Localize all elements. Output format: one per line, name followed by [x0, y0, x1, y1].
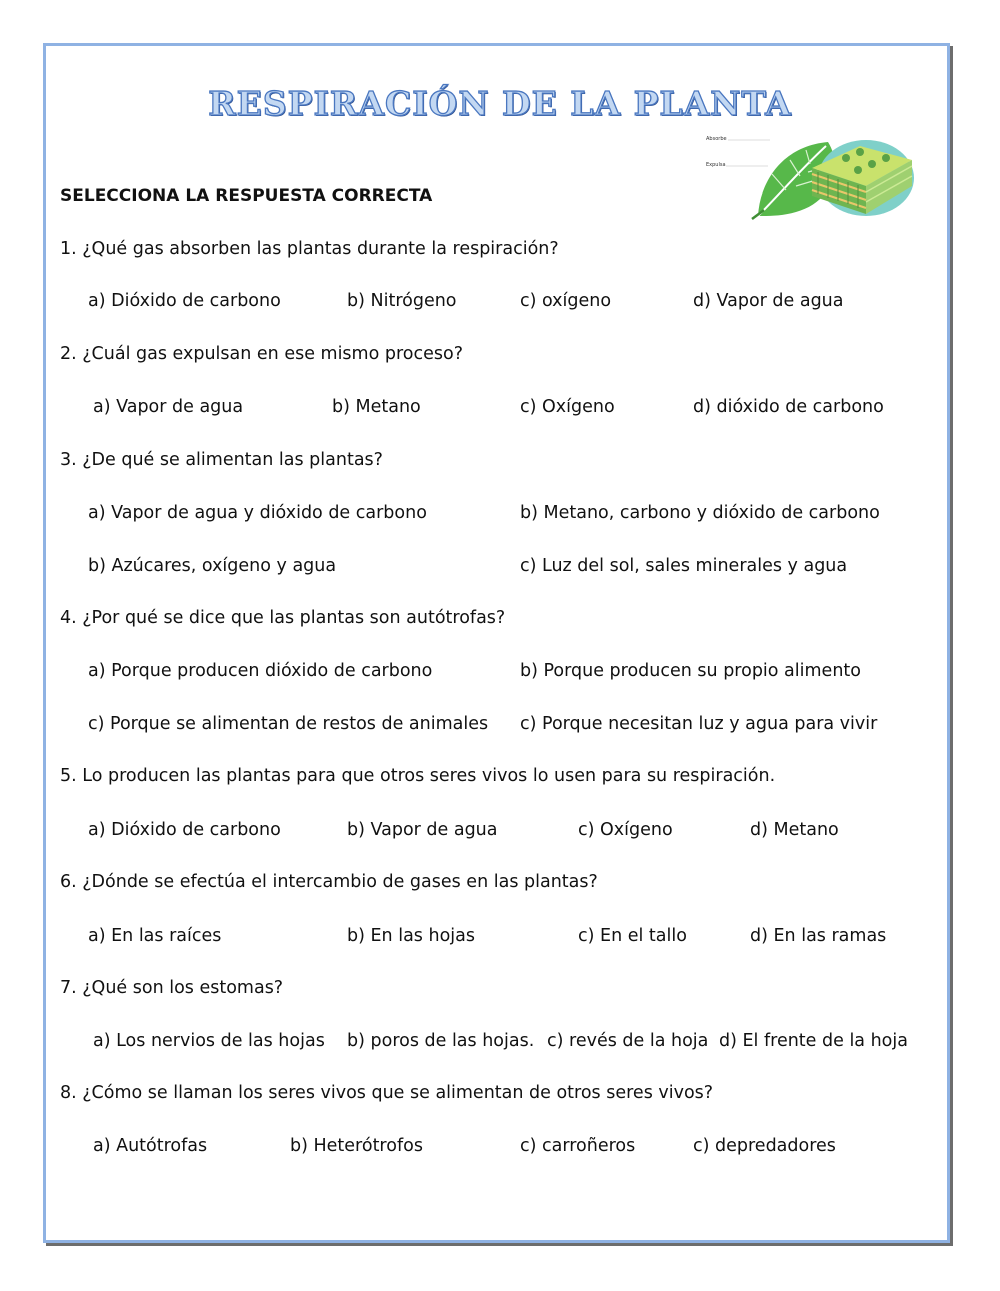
q5-option-c[interactable]: c) Oxígeno [578, 820, 673, 840]
question-6: 6. ¿Dónde se efectúa el intercambio de gases en las plantas? [60, 872, 598, 892]
instructions-heading: SELECCIONA LA RESPUESTA CORRECTA [60, 186, 433, 206]
q3-option-a[interactable]: a) Vapor de agua y dióxido de carbono [88, 503, 427, 523]
illustration-label-absorbe: Absorbe [706, 136, 727, 142]
q5-option-d[interactable]: d) Metano [750, 820, 839, 840]
q6-option-b[interactable]: b) En las hojas [347, 926, 475, 946]
q7-option-a[interactable]: a) Los nervios de las hojas [93, 1031, 325, 1051]
q5-option-a[interactable]: a) Dióxido de carbono [88, 820, 281, 840]
q7-option-d[interactable]: d) El frente de la hoja [719, 1031, 908, 1051]
q2-option-c[interactable]: c) Oxígeno [520, 397, 615, 417]
question-5: 5. Lo producen las plantas para que otros seres vivos lo usen para su respiración. [60, 766, 776, 786]
question-1: 1. ¿Qué gas absorben las plantas durante la respiración? [60, 239, 559, 259]
q6-option-d[interactable]: d) En las ramas [750, 926, 887, 946]
q5-option-b[interactable]: b) Vapor de agua [347, 820, 498, 840]
q2-option-d[interactable]: d) dióxido de carbono [693, 397, 884, 417]
question-4: 4. ¿Por qué se dice que las plantas son autótrofas? [60, 608, 506, 628]
q8-option-b[interactable]: b) Heterótrofos [290, 1136, 423, 1156]
q3-option-b2[interactable]: b) Azúcares, oxígeno y agua [88, 556, 337, 576]
q8-option-a[interactable]: a) Autótrofas [93, 1136, 208, 1156]
q4-option-b[interactable]: b) Porque producen su propio alimento [520, 661, 861, 681]
q6-option-c[interactable]: c) En el tallo [578, 926, 687, 946]
q1-option-b[interactable]: b) Nitrógeno [347, 291, 457, 311]
q7-option-b[interactable]: b) poros de las hojas. [347, 1031, 535, 1051]
page-title: RESPIRACIÓN DE LA PLANTA [208, 84, 792, 123]
q3-option-c[interactable]: c) Luz del sol, sales minerales y agua [520, 556, 848, 576]
q6-option-a[interactable]: a) En las raíces [88, 926, 222, 946]
q4-option-c2[interactable]: c) Porque necesitan luz y agua para vivir [520, 714, 878, 734]
q1-option-d[interactable]: d) Vapor de agua [693, 291, 844, 311]
leaf-cross-section-illustration [700, 124, 920, 224]
q7-option-c[interactable]: c) revés de la hoja [547, 1031, 709, 1051]
question-8: 8. ¿Cómo se llaman los seres vivos que se alimentan de otros seres vivos? [60, 1083, 714, 1103]
question-2: 2. ¿Cuál gas expulsan en ese mismo proceso? [60, 344, 463, 364]
q8-option-c[interactable]: c) carroñeros [520, 1136, 636, 1156]
q1-option-a[interactable]: a) Dióxido de carbono [88, 291, 281, 311]
q4-option-c[interactable]: c) Porque se alimentan de restos de animales [88, 714, 489, 734]
q8-option-c2[interactable]: c) depredadores [693, 1136, 836, 1156]
q2-option-b[interactable]: b) Metano [332, 397, 421, 417]
q2-option-a[interactable]: a) Vapor de agua [93, 397, 244, 417]
question-7: 7. ¿Qué son los estomas? [60, 978, 284, 998]
illustration-label-expulsa: Expulsa [706, 162, 726, 168]
q1-option-c[interactable]: c) oxígeno [520, 291, 612, 311]
q3-option-b[interactable]: b) Metano, carbono y dióxido de carbono [520, 503, 880, 523]
question-3: 3. ¿De qué se alimentan las plantas? [60, 450, 383, 470]
q4-option-a[interactable]: a) Porque producen dióxido de carbono [88, 661, 433, 681]
